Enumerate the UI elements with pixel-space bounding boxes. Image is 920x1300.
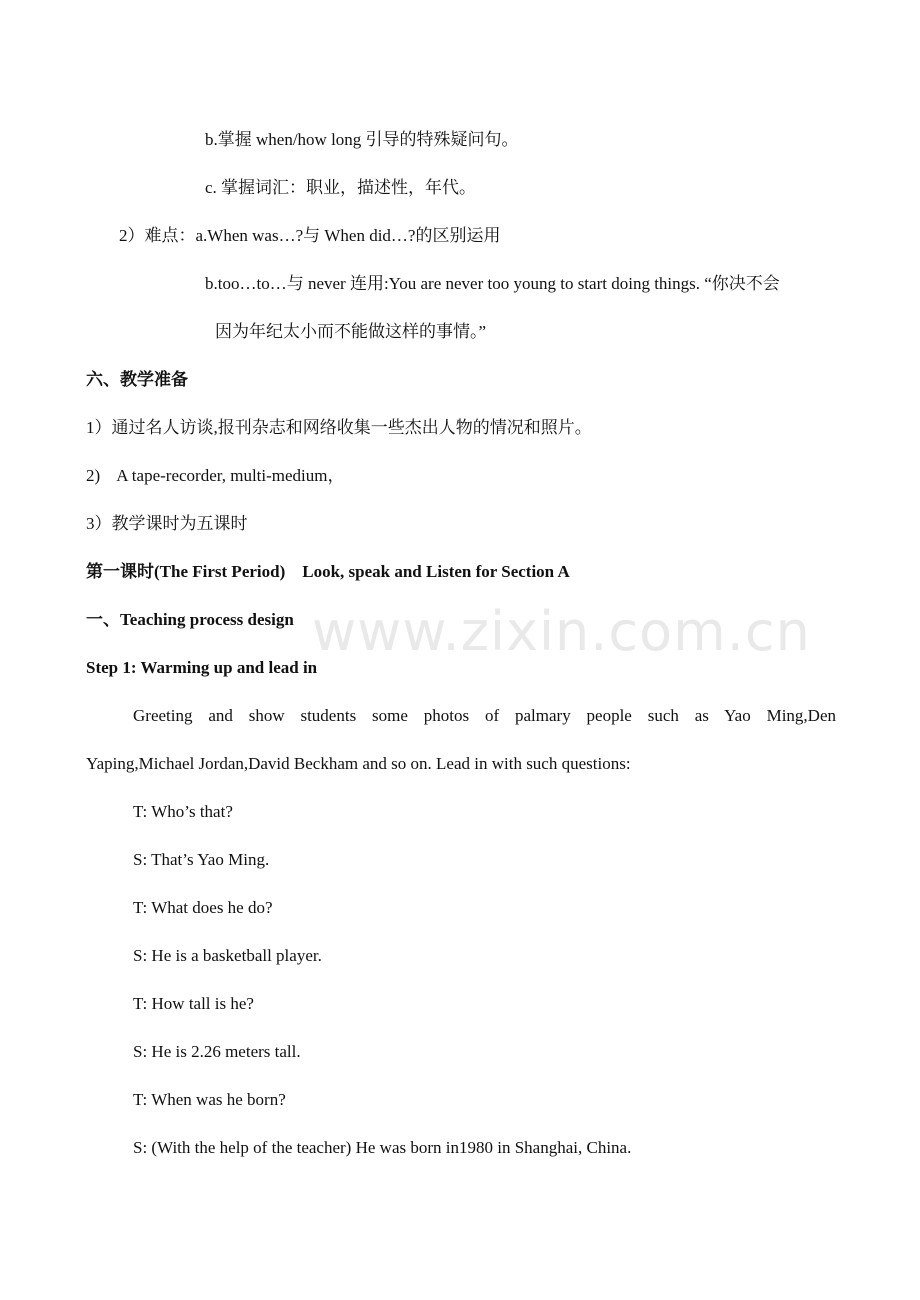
- text-line-2: c. 掌握词汇：职业，描述性，年代。: [205, 178, 477, 197]
- dialogue-line: S: He is a basketball player.: [133, 946, 322, 965]
- dialogue-line: T: What does he do?: [133, 898, 273, 917]
- dialogue-line: S: (With the help of the teacher) He was born in1980 in Shanghai, China.: [133, 1138, 632, 1157]
- dialogue-line: S: That’s Yao Ming.: [133, 850, 270, 869]
- text-line-5: 因为年纪太小而不能做这样的事情。”: [215, 322, 487, 341]
- section-heading-preparation: 六、教学准备: [86, 370, 188, 389]
- dialogue-line: S: He is 2.26 meters tall.: [133, 1042, 301, 1061]
- text-line-1: b.掌握 when/how long 引导的特殊疑问句。: [205, 130, 519, 149]
- text-line-7: 1）通过名人访谈,报刊杂志和网络收集一些杰出人物的情况和照片。: [86, 418, 592, 437]
- watermark: www.zixin.com.cn: [312, 600, 811, 663]
- text-line-3: 2）难点：a.When was…?与 When did…?的区别运用: [119, 226, 501, 245]
- dialogue-line: T: How tall is he?: [133, 994, 254, 1013]
- paragraph-line-2: Yaping,Michael Jordan,David Beckham and so on. Lead in with such questions:: [86, 754, 631, 773]
- dialogue-line: T: When was he born?: [133, 1090, 286, 1109]
- paragraph-line-1: Greeting and show students some photos of palmary people such as Yao Ming,Den: [133, 706, 836, 725]
- dialogue-line: T: Who’s that?: [133, 802, 233, 821]
- text-line-9: 3）教学课时为五课时: [86, 514, 248, 533]
- teaching-process-heading: 一、Teaching process design: [86, 610, 294, 629]
- text-line-4: b.too…to…与 never 连用:You are never too young to start doing things. “你决不会: [205, 274, 780, 293]
- period-heading: 第一课时(The First Period) Look, speak and Listen for Section A: [86, 562, 570, 581]
- step-heading: Step 1: Warming up and lead in: [86, 658, 318, 677]
- text-line-8: 2) A tape-recorder, multi-medium，: [86, 466, 345, 485]
